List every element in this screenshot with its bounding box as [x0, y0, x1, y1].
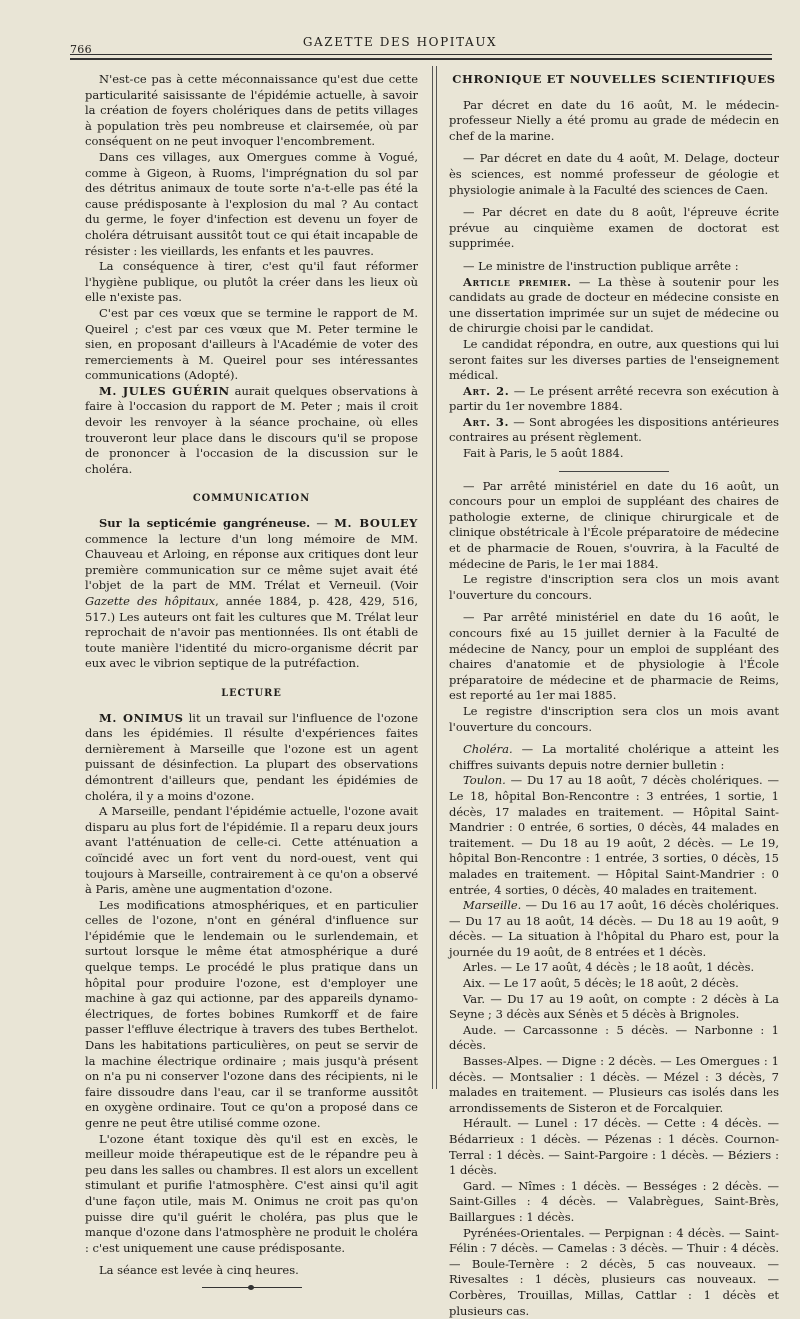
paragraph-text: — La mortalité cholérique a atteint les chiffres suivants depuis notre dernier bulletin : [449, 742, 779, 772]
paragraph-text: aurait quelques observations à faire à l'occasion du rapport de M. Peter ; mais il croit devoir les renvoyer à la séance prochaine, où elles trouveront leur place dans le discours qu'il se propose de prononcer à l'occasion de la discussion sur le choléra. [85, 383, 418, 476]
separator [559, 471, 669, 472]
paragraph: Fait à Paris, le 5 août 1884. [463, 446, 624, 461]
article-label: Article premier. [463, 274, 572, 289]
paragraph: Le registre d'inscription sera clos un mois avant l'ouverture du concours. [449, 703, 779, 734]
communication-title: Sur la septicémie gangréneuse. [99, 516, 311, 531]
paragraph: Pyrénées-Orientales. — Perpignan : 4 décès. — Saint-Félin : 7 décès. — Camelas : 3 décès. — Thuir : 4 décès. — Boule-Ternère : 2 décès, 5 cas nouveaux. — Rivesaltes : 1 décès, plusieurs cas nouveaux. — Corbères, Trouillas, Millas, Cattlar : 1 décès et plusieurs cas. [449, 1225, 779, 1318]
paragraph: Les modifications atmosphériques, et en particulier celles de l'ozone, n'ont en général d'influence sur l'épidémie que le lendemain ou le surlendemain, et surtout lorsque le même état atmosphérique a duré quelque temps. Le procédé le plus pratique dans un hôpital pour produire l'ozone, est d'employer une machine à gaz qui actionne, par des appareils dynamo-électriques, de fortes bobines Rumkorff et de faire passer l'effluve électrique à travers des tubes Berthelot. Dans les habitations particulières, on peut se servir de la machine électrique ordinaire ; mais jusqu'à présent on n'a pu ni conserver l'ozone dans des récipients, ni le faire dissoudre dans l'eau, car il se tranforme aussitôt en oxygène ordinaire. Tout ce qu'on a proposé dans ce genre ne peut être utilisé comme ozone. [85, 897, 418, 1130]
paragraph: Var. — Du 17 au 19 août, on compte : 2 décès à La Seyne ; 3 décès aux Sénès et 5 décès à Brignoles. [449, 991, 779, 1022]
page-number: 766 [70, 43, 92, 56]
article-label: Art. 2. [463, 383, 510, 398]
paragraph [85, 711, 418, 805]
paragraph: Dans ces villages, aux Omergues comme à Vogué, comme à Gigeon, à Ruoms, l'imprégnation du sol par des détritus animaux de toute sorte n'a-t-elle pas été la cause prédisposante à l'explosion du mal ? Au contact du germe, le foyer d'infection est devenu un foyer de choléra détruisant aussitôt tout ce qui était incapable de résister : les vieillards, les enfants et les pauvres. [85, 149, 418, 258]
paragraph: — Par décret en date du 8 août, l'épreuve écrite prévue au cinquième examen de doctorat est supprimée. [449, 205, 779, 251]
dash: — [310, 516, 335, 531]
paragraph-text: — Du 17 au 18 août, 7 décès cholériques. — Le 18, hôpital Bon-Rencontre : 3 entrées, 1 sortie, 1 décès, 17 malades en traitement. — Hôpital Saint-Mandrier : 0 entrée, 6 sorties, 0 décès, 44 malades en traitement. — Du 18 au 19 août, 2 décès. — Le 19, hôpital Bon-Rencontre : 1 entrée, 3 sorties, 0 décès, 15 malades en traitement. — Hôpital Saint-Mandrier : 0 entrée, 4 sorties, 0 décès, 40 malades en traitement. [449, 773, 779, 897]
running-title: GAZETTE DES HOPITAUX [302, 35, 498, 49]
article-label: Art. 3. [463, 414, 510, 429]
section-heading-lecture: LECTURE [221, 687, 282, 699]
paragraph: — Par décret en date du 4 août, M. Delage, docteur ès sciences, est nommé professeur de géologie et physiologie animale à la Faculté des sciences de Caen. [449, 151, 779, 197]
paragraph-text: , année 1884, p. 428, 429, 516, 517.) Les auteurs ont fait les cultures que M. Trélat leur reprochait de n'avoir pas mentionnées. Ils ont établi de toute manière l'identité du micro-organisme décrit par eux avec le vibrion septique de la putréfaction. [85, 594, 419, 671]
paragraph-text: lit un travail sur l'influence de l'ozone dans les épidémies. Il résulte d'expériences faites dernièrement à Marseille que l'ozone est un agent puissant de désinfection. La plupart des observations démontrent d'ailleurs que, pendant les épidémies de choléra, il y a moins d'ozone. [85, 710, 419, 803]
paragraph: Hérault. — Lunel : 17 décès. — Cette : 4 décès. — Bédarrieux : 1 décès. — Pézenas : 1 décès. Cournon-Terral : 1 décès. — Saint-Pargoire : 1 décès. — Béziers : 1 décès. [449, 1116, 779, 1178]
topic-label: Choléra. [463, 742, 513, 757]
column-divider [432, 66, 433, 1089]
journal-reference: Gazette des hôpitaux [85, 594, 216, 608]
paragraph: L'ozone étant toxique dès qu'il est en excès, le meilleur moide thérapeutique est de le répandre peu à peu dans les salles ou chambres. Il est alors un excellent stimulant et purifie l'atmosphère. C'est ainsi qu'il agit d'une façon utile, mais M. Onimus ne croit pas qu'on puisse dire qu'il guérit le choléra, pas plus que le manque d'ozone dans l'atmosphère ne produit le choléra : c'est uniquement une cause prédisposante. [85, 1131, 418, 1255]
right-column [449, 72, 779, 1319]
paragraph [449, 898, 779, 960]
paragraph-text: — Le présent arrêté recevra son exécution à partir du 1er novembre 1884. [449, 383, 779, 414]
paragraph: La conséquence à tirer, c'est qu'il faut réformer l'hygiène publique, ou plutôt la créer dans les lieux où elle n'existe pas. [85, 259, 418, 305]
section-heading-chronique: CHRONIQUE ET NOUVELLES SCIENTIFIQUES [452, 72, 776, 86]
paragraph: — Par arrêté ministériel en date du 16 août, le concours fixé au 15 juillet dernier à la Faculté de médecine de Nancy, pour un emploi de suppléant des chaires d'anatomie et de physiologie à l'École préparatoire de médecine et de pharmacie de Reims, est reporté au 1er mai 1885. [449, 610, 779, 703]
paragraph [449, 384, 779, 415]
paragraph: Le candidat répondra, en outre, aux questions qui lui seront faites sur les diverses parties de l'enseignement médical. [449, 336, 779, 383]
paragraph [449, 415, 779, 446]
paragraph: Aude. — Carcassonne : 5 décès. — Narbonne : 1 décès. [449, 1022, 779, 1053]
paragraph-text: — Du 16 au 17 août, 16 décès cholériques. — Du 17 au 18 août, 14 décès. — Du 18 au 19 août, 9 décès. — La situation à l'hôpital du Pharo est, pour la journée du 19 août, de 8 entrées et 1 décès. [449, 898, 779, 959]
paragraph: Basses-Alpes. — Digne : 2 décès. — Les Omergues : 1 décès. — Montsalier : 1 décès. — Mézel : 3 décès, 7 malades en traitement. — Plusieurs cas isolés dans les arrondissements de Sisteron et de Forcalquier. [449, 1054, 779, 1115]
paragraph: Par décret en date du 16 août, M. le médecin-professeur Nielly a été promu au grade de médecin en chef de la marine. [449, 97, 779, 143]
paragraph-text: — La thèse à soutenir pour les candidats au grade de docteur en médecine consiste en une dissertation imprimée sur un sujet de médecine ou de chirurgie choisi par le candidat. [449, 274, 779, 336]
speaker-name: M. JULES GUÉRIN [99, 383, 230, 398]
paragraph-text: commence la lecture d'un long mémoire de MM. Chauveau et Arloing, en réponse aux critiques dont leur première communication sur ce même sujet avait été l'objet de la part de MM. Trélat et Verneuil. (Voir [85, 531, 418, 593]
section-heading-communication: COMMUNICATION [192, 493, 311, 505]
paragraph: Le registre d'inscription sera clos un mois avant l'ouverture du concours. [449, 572, 779, 602]
header-rule [70, 54, 772, 55]
end-ornament [202, 1287, 302, 1288]
header-rule-thick [70, 58, 772, 60]
paragraph-text: — Sont abrogées les dispositions antérieures contraires au présent règlement. [449, 414, 779, 445]
closing-line: La séance est levée à cinq heures. [99, 1263, 299, 1278]
paragraph [449, 275, 779, 337]
paragraph: Aix. — Le 17 août, 5 décès; le 18 août, 2 décès. [463, 976, 739, 991]
speaker-name: M. ONIMUS [99, 710, 184, 725]
left-column [85, 72, 418, 1288]
paragraph: — Le ministre de l'instruction publique arrête : [463, 258, 739, 273]
speaker-name: M. BOULEY [334, 516, 418, 531]
paragraph [85, 516, 418, 672]
paragraph [449, 742, 779, 773]
paragraph: Arles. — Le 17 août, 4 décès ; le 18 août, 1 décès. [463, 960, 755, 975]
column-divider-inner [436, 66, 437, 1089]
paragraph: Gard. — Nîmes : 1 décès. — Bességes : 2 décès. — Saint-Gilles : 4 décès. — Valabrègues, Saint-Brès, Baillargues : 1 décès. [449, 1178, 779, 1224]
paragraph [85, 384, 418, 478]
paragraph: — Par arrêté ministériel en date du 16 août, un concours pour un emploi de suppléant des chaires de pathologie externe, de clinique chirurgicale et de clinique obstétricale à l'École préparatoire de médecine et de pharmacie de Rouen, s'ouvrira, à la Faculté de médecine de Paris, le 1er mai 1884. [449, 478, 779, 571]
city-label: Toulon. [463, 773, 506, 788]
city-label: Marseille. [463, 898, 522, 913]
paragraph: A Marseille, pendant l'épidémie actuelle, l'ozone avait disparu au plus fort de l'épidémie. Il a reparu deux jours avant l'atténuation de celle-ci. Cette atténuation a coïncidé avec un fort vent du nord-ouest, vent qui toujours à Marseille, contrairement à ce qu'on a observé à Paris, amène une augmentation d'ozone. [85, 804, 418, 897]
paragraph [449, 773, 779, 898]
paragraph: N'est-ce pas à cette méconnaissance qu'est due cette particularité saisissante de l'épidémie actuelle, à savoir la création de foyers cholériques dans de petits villages à population très peu nombreuse et clairsemée, où par conséquent on ne peut invoquer l'encombrement. [85, 72, 418, 149]
paragraph: C'est par ces vœux que se termine le rapport de M. Queirel ; c'est par ces vœux que M. Peter termine le sien, en proposant d'ailleurs à l'Académie de voter des remerciements à M. Queirel pour ses intéressantes communications (Adopté). [85, 305, 418, 383]
